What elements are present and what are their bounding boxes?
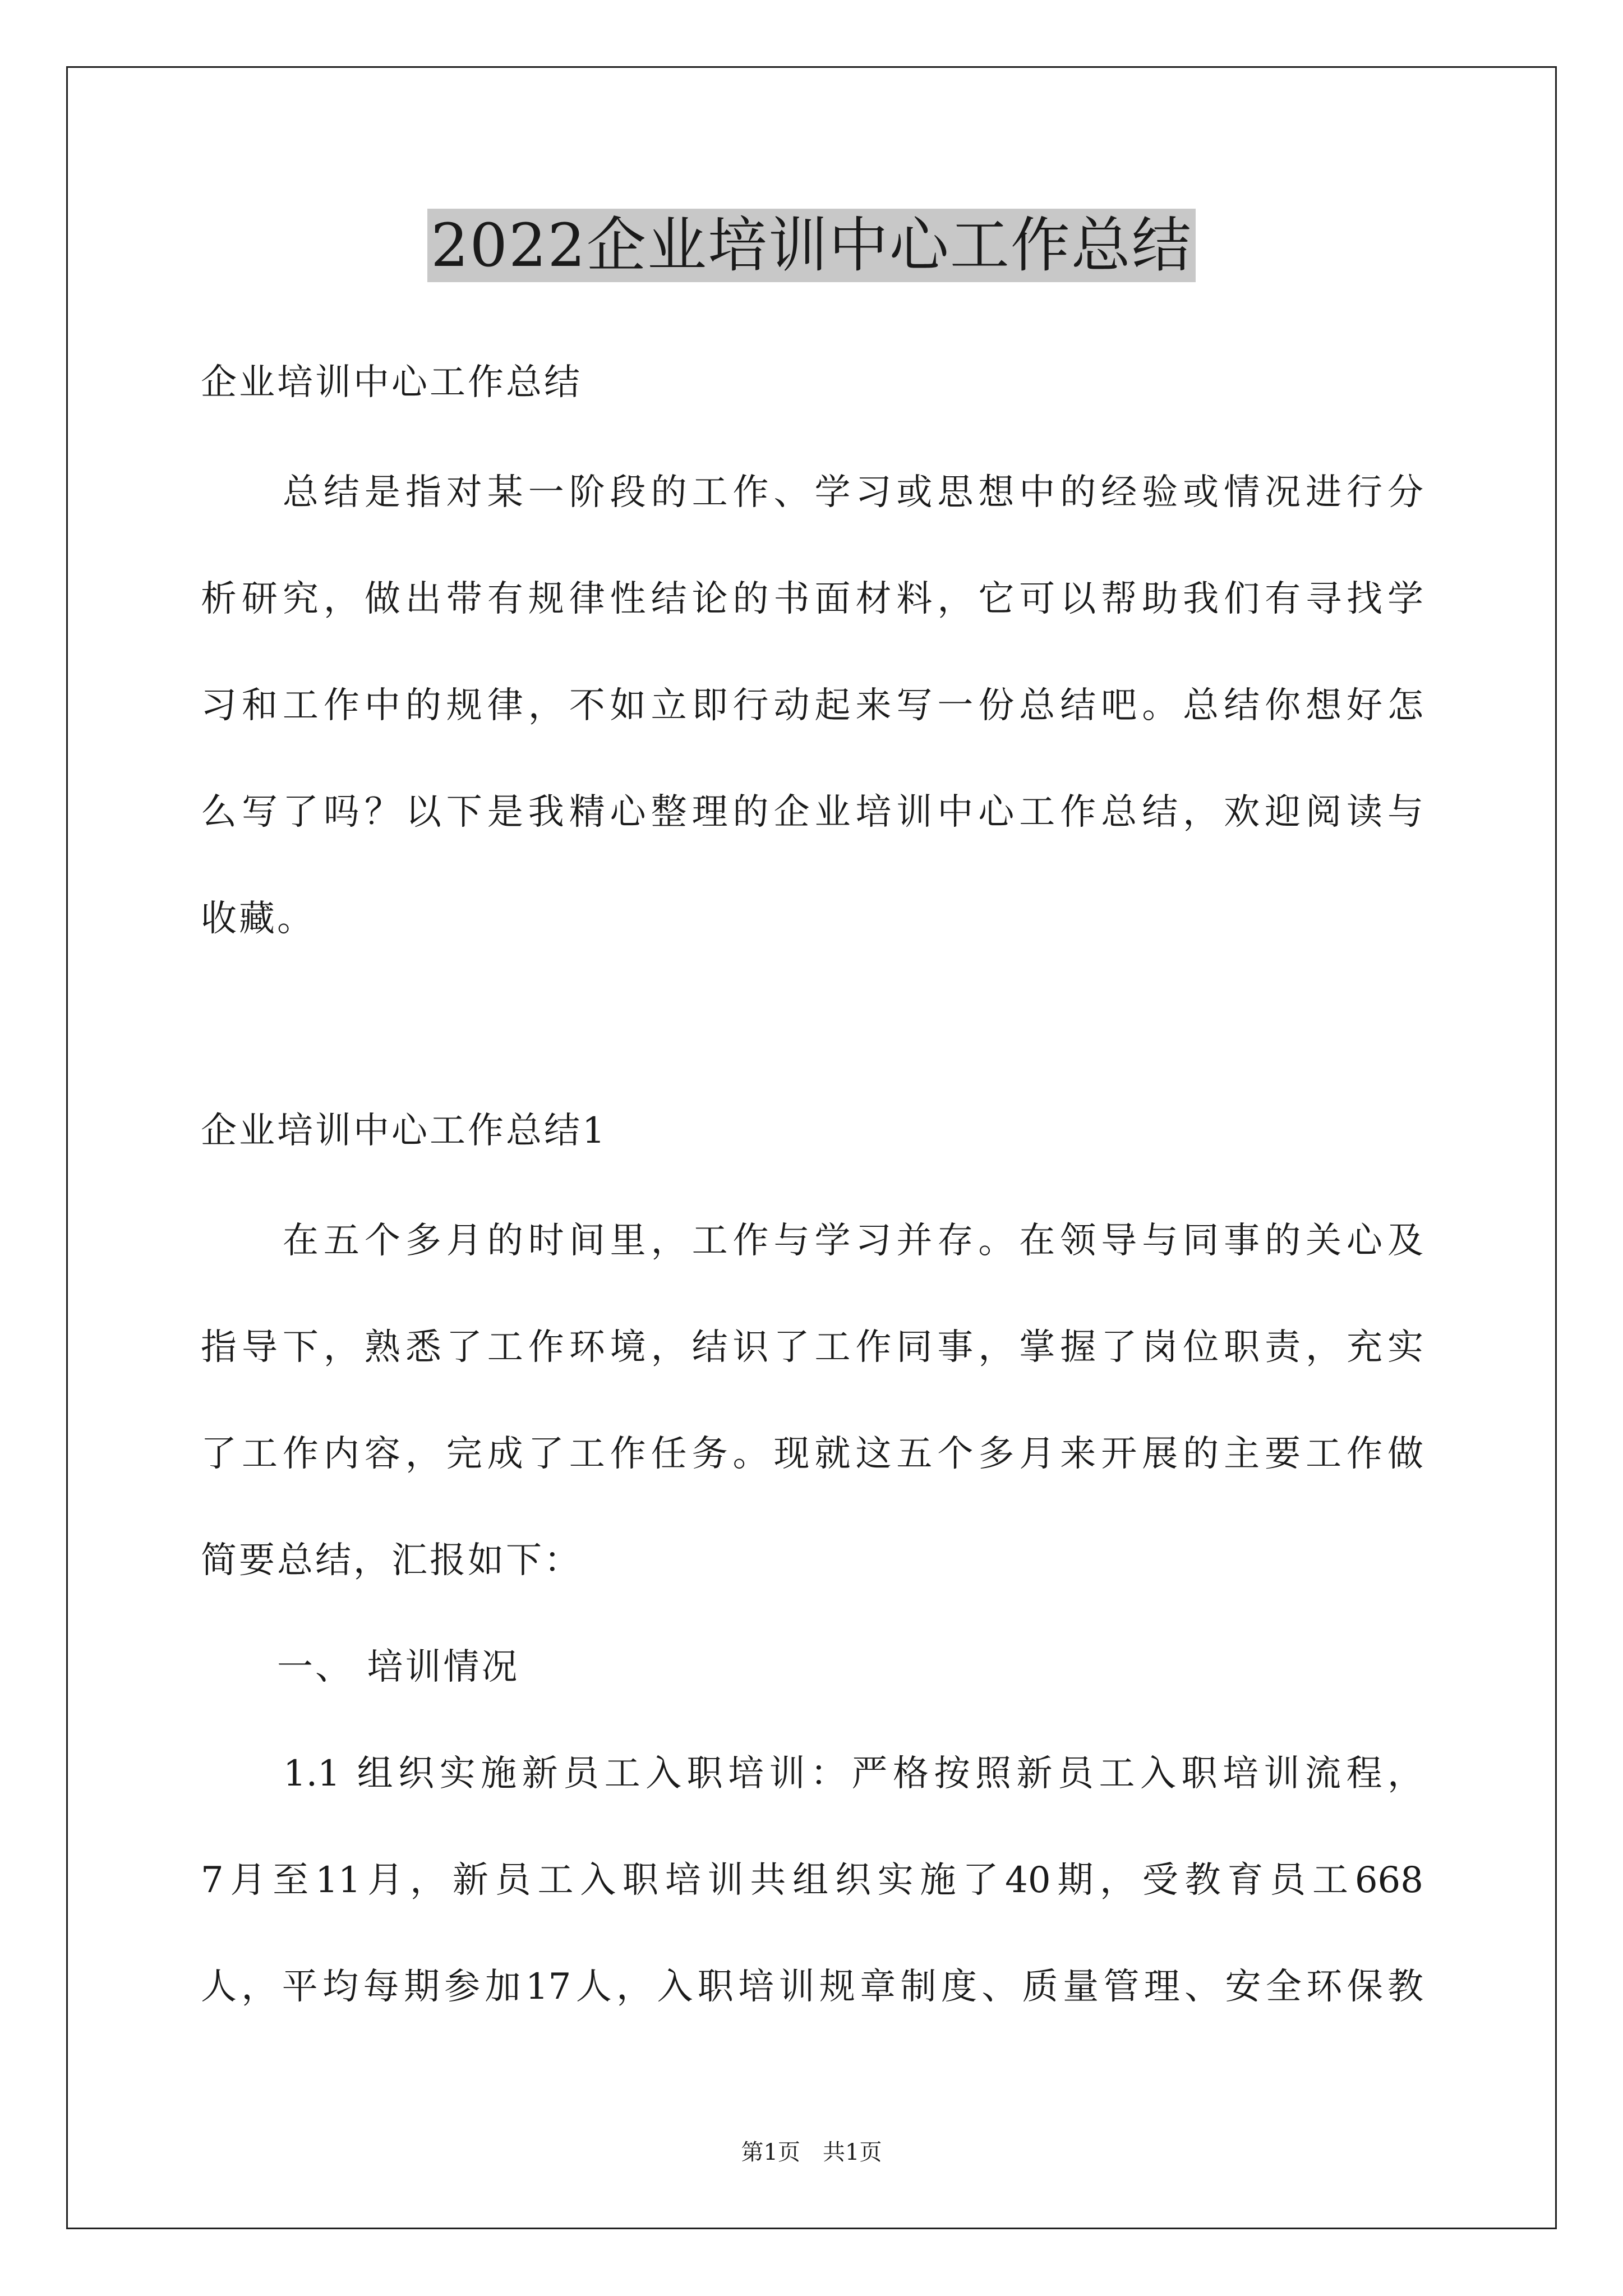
- paragraph-line: 收藏。: [201, 898, 315, 940]
- paragraph-line: 习和工作中的规律，不如立即行动起来写一份总结吧。总结你想好怎: [201, 685, 1423, 726]
- paragraph-line: 在五个多月的时间里，工作与学习并存。在领导与同事的关心及: [201, 1220, 1423, 1262]
- paragraph-line: 析研究，做出带有规律性结论的书面材料，它可以帮助我们有寻找学: [201, 578, 1423, 620]
- subsection-heading: 一、 培训情况: [201, 1646, 520, 1688]
- paragraph-line: 指导下，熟悉了工作环境，结识了工作同事，掌握了岗位职责，充实: [201, 1327, 1423, 1368]
- paragraph-line: 7月至11月，新员工入职培训共组织实施了40期，受教育员工668: [201, 1860, 1423, 1901]
- paragraph-line: 1.1 组织实施新员工入职培训：严格按照新员工入职培训流程，: [201, 1753, 1423, 1795]
- page-footer: 第1页 共1页: [741, 2139, 882, 2165]
- paragraph-line: 总结是指对某一阶段的工作、学习或思想中的经验或情况进行分: [201, 472, 1423, 513]
- section-heading: 企业培训中心工作总结1: [201, 1110, 607, 1152]
- paragraph-line: 简要总结，汇报如下：: [201, 1540, 582, 1581]
- document-title: [0, 206, 1623, 285]
- paragraph-line: 了工作内容，完成了工作任务。现就这五个多月来开展的主要工作做: [201, 1433, 1423, 1475]
- section-heading: 企业培训中心工作总结: [201, 362, 582, 403]
- document-title-text: 2022企业培训中心工作总结: [427, 209, 1196, 282]
- paragraph-line: 么写了吗？以下是我精心整理的企业培训中心工作总结，欢迎阅读与: [201, 792, 1423, 833]
- paragraph-line: 人，平均每期参加17人，入职培训规章制度、质量管理、安全环保教: [201, 1966, 1423, 2008]
